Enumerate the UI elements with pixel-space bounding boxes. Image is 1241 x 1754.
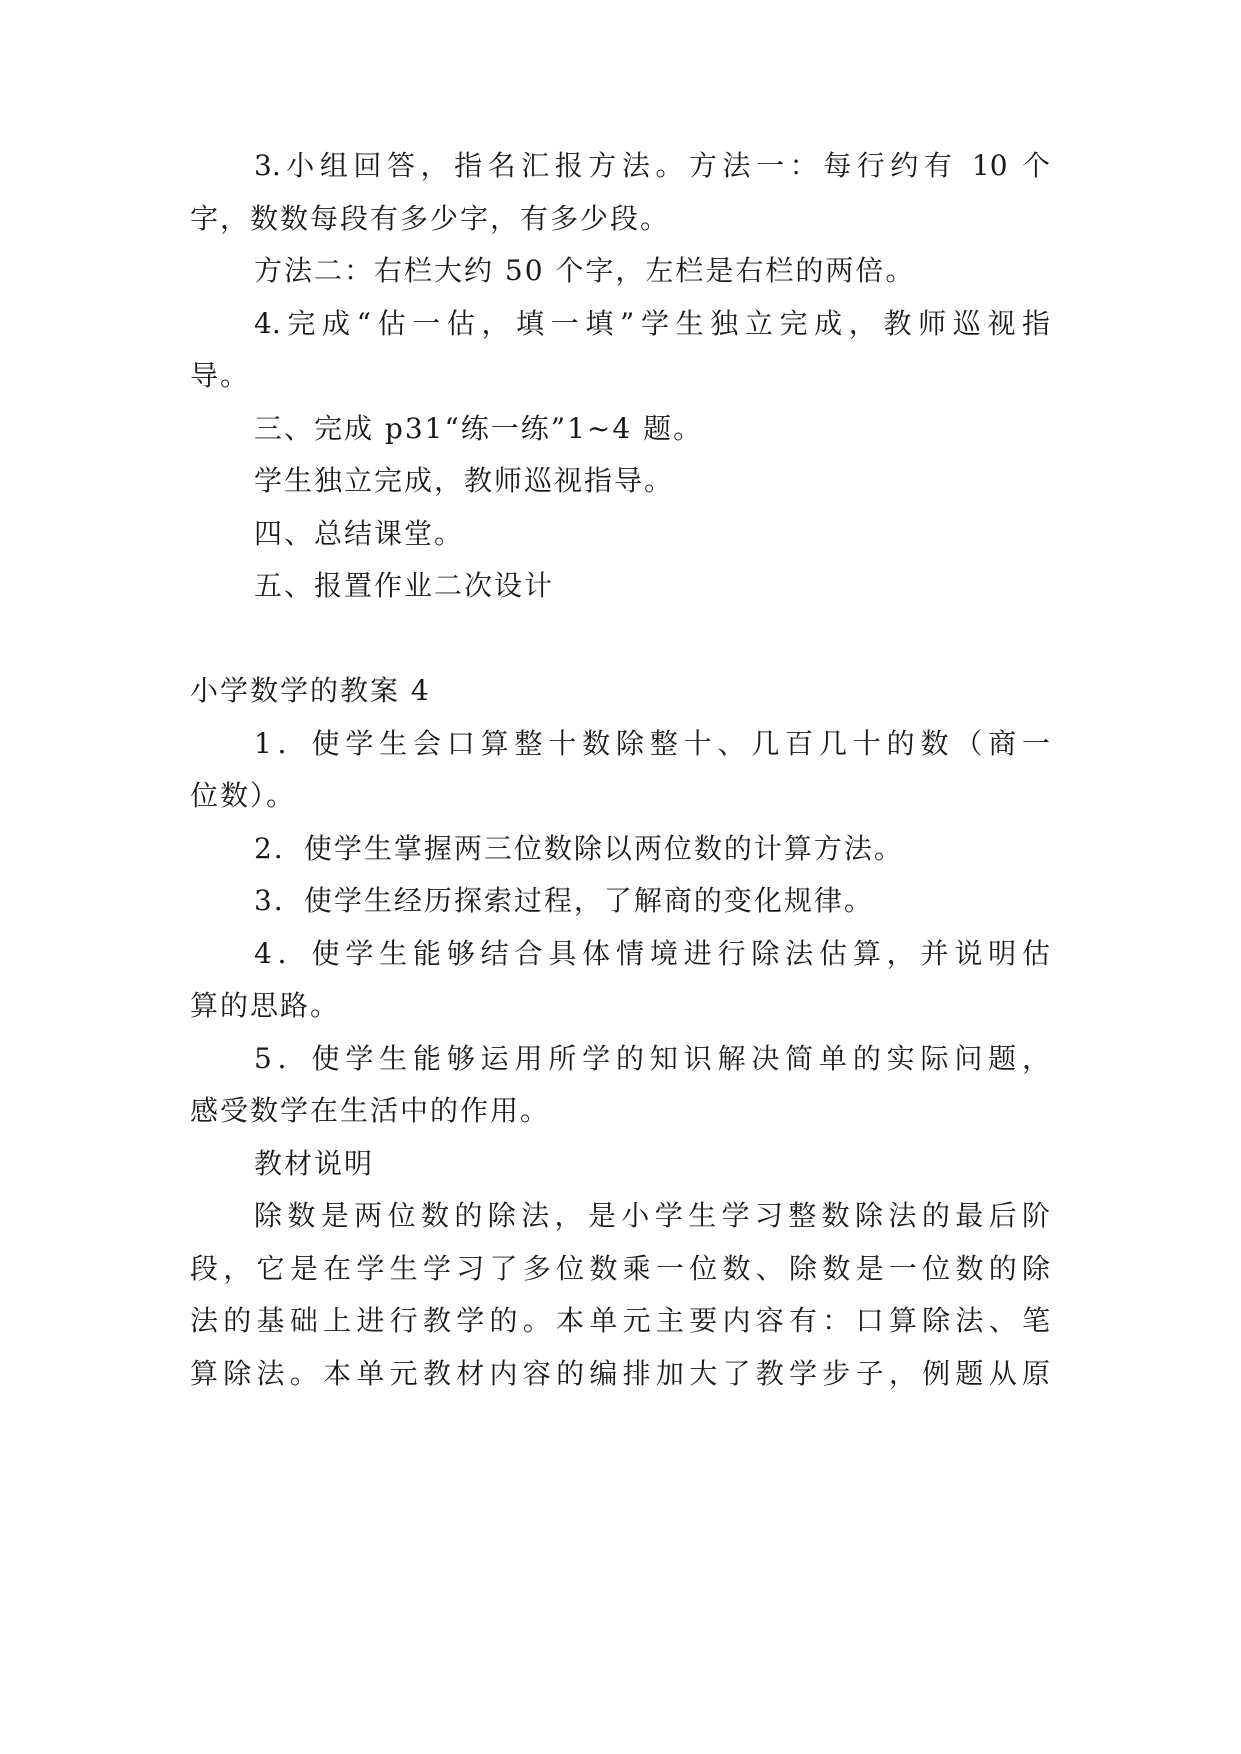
goal-1-line-2: 位数）。 [190, 779, 297, 812]
item-4-line-1: 4.完成“估一估，填一填”学生独立完成，教师巡视指 [254, 307, 1050, 340]
goal-2: 2．使学生掌握两三位数除以两位数的计算方法。 [254, 832, 904, 865]
section-title: 小学数学的教案 4 [190, 674, 431, 707]
step-3-detail: 学生独立完成，教师巡视指导。 [254, 464, 675, 497]
step-4: 四、总结课堂。 [254, 517, 465, 550]
step-3: 三、完成 p31“练一练”1~4 题。 [254, 412, 704, 445]
goal-4-line-2: 算的思路。 [190, 989, 341, 1022]
material-heading: 教材说明 [254, 1147, 375, 1180]
goal-4-line-1: 4．使学生能够结合具体情境进行除法估算，并说明估 [254, 937, 1050, 970]
goal-1-line-1: 1．使学生会口算整十数除整十、几百几十的数（商一 [254, 727, 1050, 760]
paragraph-line-2: 段，它是在学生学习了多位数乘一位数、除数是一位数的除 [190, 1252, 1050, 1285]
item-4-line-2: 导。 [190, 359, 251, 392]
method-2: 方法二：右栏大约 50 个字，左栏是右栏的两倍。 [254, 254, 916, 287]
paragraph-line-1: 除数是两位数的除法，是小学生学习整数除法的最后阶 [254, 1199, 1050, 1232]
goal-3: 3．使学生经历探索过程，了解商的变化规律。 [254, 884, 874, 917]
paragraph-line-4: 算除法。本单元教材内容的编排加大了教学步子，例题从原 [190, 1357, 1050, 1390]
item-3-line-1: 3.小组回答，指名汇报方法。方法一：每行约有 10 个 [254, 149, 1050, 182]
step-5: 五、报置作业二次设计 [254, 569, 555, 602]
goal-5-line-2: 感受数学在生活中的作用。 [190, 1094, 551, 1127]
paragraph-line-3: 法的基础上进行教学的。本单元主要内容有：口算除法、笔 [190, 1304, 1050, 1337]
goal-5-line-1: 5．使学生能够运用所学的知识解决简单的实际问题， [254, 1042, 1050, 1075]
item-3-line-2: 字，数数每段有多少字，有多少段。 [190, 202, 671, 235]
